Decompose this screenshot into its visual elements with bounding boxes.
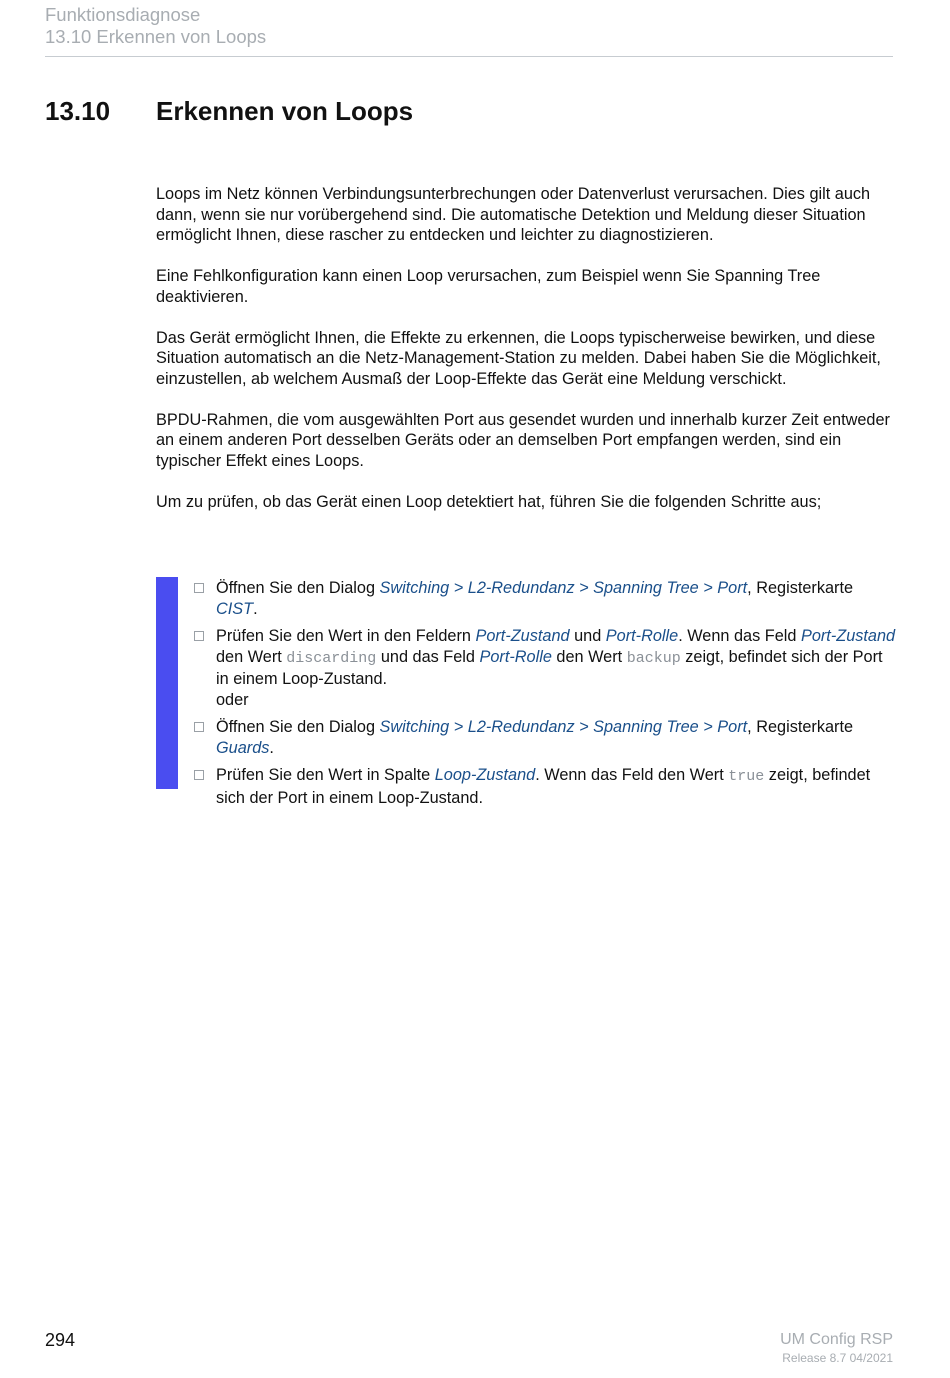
paragraph: Eine Fehlkonfiguration kann einen Loop verursachen, zum Beispiel wenn Sie Spanning Tree deaktivieren. xyxy=(156,267,821,306)
step-text: Öffnen Sie den Dialog xyxy=(216,718,380,736)
field-name: Loop-Zustand xyxy=(434,766,536,784)
step-text: den Wert xyxy=(216,647,287,666)
page-number: 294 xyxy=(45,1330,76,1350)
step-text: , Registerkarte xyxy=(747,579,854,597)
step-text: den Wert xyxy=(551,647,627,666)
code-value: discarding xyxy=(286,649,377,667)
step-checkbox-icon xyxy=(194,770,204,780)
paragraph: BPDU-Rahmen, die vom ausgewählten Port aus gesendet wurden und innerhalb kurzer Zeit entweder an einem anderen Port desselben Geräts oder an demselben Port empfangen werden, sind ein typischer Effekt eines Loops. xyxy=(156,410,890,470)
step-item xyxy=(193,578,898,619)
header-divider xyxy=(45,56,893,57)
step-list xyxy=(193,578,898,815)
running-header-section: 13.10 Erkennen von Loops xyxy=(45,26,267,47)
step-item xyxy=(193,717,898,758)
step-checkbox-icon xyxy=(194,631,204,641)
step-text: . Wenn das Feld den Wert xyxy=(535,766,729,784)
paragraph: Das Gerät ermöglicht Ihnen, die Effekte zu erkennen, die Loops typischerweise bewirken, und diese Situation automatisch an die Netz-Management-Station zu melden. Dabei haben Sie die Möglichkeit, einzustellen, ab welchem Ausmaß der Loop-Effekte das Gerät eine Meldung verschickt. xyxy=(156,328,881,388)
step-text: . xyxy=(253,599,258,618)
section-title: Erkennen von Loops xyxy=(156,96,414,126)
step-item xyxy=(193,765,898,808)
step-text: . xyxy=(269,738,274,757)
step-text: und xyxy=(569,627,606,645)
code-value: backup xyxy=(626,649,681,667)
section-heading xyxy=(45,96,413,127)
paragraph: Um zu prüfen, ob das Gerät einen Loop detektiert hat, führen Sie die folgenden Schritte aus; xyxy=(156,492,822,511)
section-number: 13.10 xyxy=(45,96,111,126)
running-header xyxy=(45,4,266,48)
step-text: Öffnen Sie den Dialog xyxy=(216,579,380,597)
code-value: true xyxy=(728,768,765,785)
step-checkbox-icon xyxy=(194,583,204,593)
step-text: zeigt, befindet sich der Port in einem Loop-Zustand. xyxy=(216,647,883,688)
footer-doc-title: UM Config RSP xyxy=(780,1331,893,1348)
step-text: zeigt, befindet sich der Port in einem Loop-Zustand. xyxy=(216,766,871,807)
body-text xyxy=(156,184,896,533)
field-name: Port-Rolle xyxy=(479,647,552,666)
step-text: und das Feld xyxy=(376,647,480,666)
step-text: , Registerkarte xyxy=(747,718,854,736)
running-header-chapter: Funktionsdiagnose xyxy=(45,4,201,25)
instruction-accent-bar xyxy=(156,577,178,789)
field-name: Port-Zustand xyxy=(800,627,896,645)
step-text: Prüfen Sie den Wert in Spalte xyxy=(216,766,435,784)
field-name: Port-Rolle xyxy=(605,627,679,645)
dialog-path-link[interactable]: Switching > L2-Redundanz > Spanning Tree > Port xyxy=(379,579,748,597)
step-checkbox-icon xyxy=(194,722,204,732)
dialog-path-link[interactable]: Switching > L2-Redundanz > Spanning Tree > Port xyxy=(379,718,748,736)
paragraph: Loops im Netz können Verbindungsunterbrechungen oder Datenverlust verursachen. Dies gilt auch dann, wenn sie nur vorübergehend sind. Die automatische Detektion und Meldung dieser Situation ermöglicht Ihnen, diese rascher zu entdecken und leichter zu diagnostizieren. xyxy=(156,185,871,244)
step-item xyxy=(193,626,898,710)
tab-name[interactable]: Guards xyxy=(216,738,270,757)
footer-release: Release 8.7 04/2021 xyxy=(782,1351,893,1365)
field-name: Port-Zustand xyxy=(475,627,570,645)
step-text: Prüfen Sie den Wert in den Feldern xyxy=(216,627,476,645)
tab-name[interactable]: CIST xyxy=(216,599,254,618)
step-connector-oder: oder xyxy=(216,690,249,709)
step-text: . Wenn das Feld xyxy=(678,627,801,645)
